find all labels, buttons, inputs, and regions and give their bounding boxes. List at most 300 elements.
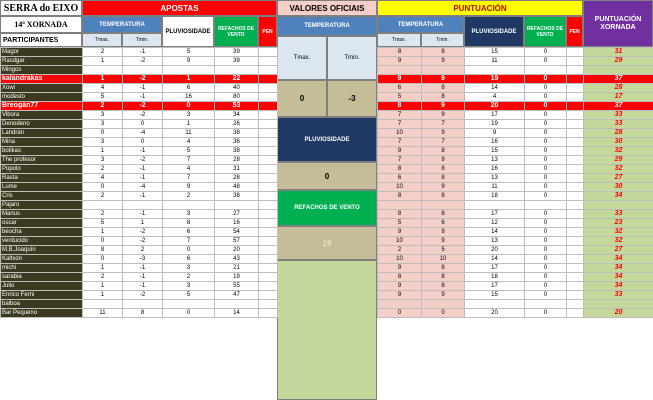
score-row	[378, 120, 653, 129]
xornada-score: 34	[584, 282, 653, 291]
xornada-score: 33	[584, 120, 653, 129]
points-tmax: 8	[378, 273, 422, 282]
points-refachos: 0	[525, 138, 567, 147]
points-pen	[567, 210, 584, 219]
points-refachos	[525, 201, 567, 210]
points-tmin: 8	[422, 48, 465, 57]
points-pen	[567, 147, 584, 156]
participant-name: michi	[1, 264, 83, 273]
score-row	[378, 273, 653, 282]
bet-pluviosidade	[163, 201, 215, 210]
points-pen	[567, 246, 584, 255]
bet-tmin: -1	[123, 48, 163, 57]
bet-tmin: -2	[123, 102, 163, 111]
round-label: 14ª XORNADA	[0, 16, 82, 33]
bet-refachos: 27	[215, 210, 259, 219]
bet-tmax: 0	[83, 183, 123, 192]
bet-pen	[259, 138, 278, 147]
points-tmax: 5	[378, 219, 422, 228]
bet-refachos: 53	[215, 102, 259, 111]
bet-tmin: 2	[123, 246, 163, 255]
bet-tmin: -2	[123, 237, 163, 246]
bet-tmax: 1	[83, 282, 123, 291]
score-row	[378, 201, 653, 210]
participant-name: verducido	[1, 237, 83, 246]
apostas-refachos-header: REFACHOS DE VENTO	[214, 16, 258, 47]
bet-tmax: 2	[83, 273, 123, 282]
participant-row	[1, 66, 278, 75]
points-tmax: 9	[378, 291, 422, 300]
points-tmax: 8	[378, 192, 422, 201]
points-pluviosidade	[465, 300, 525, 309]
participant-name: M.B.Joaquín	[1, 246, 83, 255]
points-refachos: 0	[525, 273, 567, 282]
xornada-score: 34	[584, 255, 653, 264]
bet-pen	[259, 120, 278, 129]
bet-refachos: 43	[215, 255, 259, 264]
xornada-score	[584, 300, 653, 309]
participant-name: Vibora	[1, 111, 83, 120]
participant-name: Lume	[1, 183, 83, 192]
bet-refachos: 26	[215, 120, 259, 129]
bet-tmin: -1	[123, 273, 163, 282]
score-row	[378, 210, 653, 219]
points-pluviosidade: 20	[465, 309, 525, 318]
bet-tmin: -2	[123, 228, 163, 237]
participant-row	[1, 84, 278, 93]
xornada-score: 32	[584, 147, 653, 156]
points-tmax: 7	[378, 120, 422, 129]
points-tmin: 9	[422, 291, 465, 300]
participant-row	[1, 201, 278, 210]
points-tmin: 8	[422, 264, 465, 273]
bet-pluviosidade: 4	[163, 138, 215, 147]
participant-row	[1, 228, 278, 237]
points-pen	[567, 273, 584, 282]
bet-refachos: 22	[215, 75, 259, 84]
points-pen	[567, 183, 584, 192]
bet-pluviosidade: 6	[163, 84, 215, 93]
bet-tmax: 3	[83, 156, 123, 165]
score-row	[378, 219, 653, 228]
participant-name: Rasta	[1, 174, 83, 183]
points-refachos: 0	[525, 75, 567, 84]
apostas-pen-header: PEN	[258, 16, 277, 47]
bet-refachos: 21	[215, 264, 259, 273]
points-pluviosidade: 11	[465, 57, 525, 66]
participant-name: Xowi	[1, 84, 83, 93]
bet-tmin: -1	[123, 93, 163, 102]
points-tmax: 7	[378, 111, 422, 120]
apostas-tmax-header: Tmax.	[82, 33, 122, 47]
xornada-score: 33	[584, 210, 653, 219]
bet-pluviosidade: 5	[163, 48, 215, 57]
points-pluviosidade: 15	[465, 48, 525, 57]
bet-pen	[259, 75, 278, 84]
points-tmin: 9	[422, 102, 465, 111]
xornada-score: 33	[584, 291, 653, 300]
bet-pen	[259, 201, 278, 210]
bet-pen	[259, 102, 278, 111]
bet-refachos: 31	[215, 165, 259, 174]
points-tmin: 9	[422, 57, 465, 66]
bet-refachos: 38	[215, 129, 259, 138]
bet-tmax: 3	[83, 120, 123, 129]
points-pluviosidade: 17	[465, 111, 525, 120]
points-pen	[567, 282, 584, 291]
bet-pen	[259, 66, 278, 75]
bet-tmin: -1	[123, 192, 163, 201]
puntuacion-tmax-header: Tmax.	[377, 33, 421, 47]
points-tmax: 5	[378, 93, 422, 102]
points-refachos: 0	[525, 48, 567, 57]
score-row	[378, 84, 653, 93]
bet-refachos: 40	[215, 84, 259, 93]
xornada-score: 34	[584, 192, 653, 201]
official-tmin-value: -3	[327, 80, 377, 117]
participant-name: Magor	[1, 48, 83, 57]
points-tmax: 8	[378, 48, 422, 57]
points-pen	[567, 192, 584, 201]
xornada-score: 27	[584, 174, 653, 183]
participant-row	[1, 273, 278, 282]
points-tmin: 9	[422, 228, 465, 237]
bet-pluviosidade: 2	[163, 273, 215, 282]
valores-header: VALORES OFICIAIS	[277, 0, 377, 16]
score-row	[378, 111, 653, 120]
xornada-score: 34	[584, 264, 653, 273]
bet-tmax: 2	[83, 210, 123, 219]
bet-refachos	[215, 201, 259, 210]
points-tmin: 9	[422, 156, 465, 165]
score-row	[378, 66, 653, 75]
points-pen	[567, 174, 584, 183]
apostas-temperatura-header: TEMPERATURA	[82, 16, 162, 33]
bet-tmin	[123, 201, 163, 210]
points-refachos: 0	[525, 129, 567, 138]
valores-tmin-big-label: Tmin.	[327, 36, 377, 80]
score-row	[378, 255, 653, 264]
points-pen	[567, 291, 584, 300]
bet-tmax	[83, 66, 123, 75]
points-pluviosidade: 19	[465, 75, 525, 84]
bet-pen	[259, 48, 278, 57]
score-row	[378, 228, 653, 237]
points-tmin: 8	[422, 273, 465, 282]
bet-tmin: -1	[123, 210, 163, 219]
participant-name: Denodeno	[1, 120, 83, 129]
points-pluviosidade: 14	[465, 255, 525, 264]
points-refachos: 0	[525, 309, 567, 318]
bet-pluviosidade: 7	[163, 156, 215, 165]
points-refachos	[525, 66, 567, 75]
participant-row	[1, 300, 278, 309]
points-tmin: 8	[422, 93, 465, 102]
score-row	[378, 156, 653, 165]
points-pen	[567, 102, 584, 111]
participant-name: Breogán77	[1, 102, 83, 111]
points-tmin: 9	[422, 129, 465, 138]
bet-tmax: 2	[83, 48, 123, 57]
bet-refachos: 28	[215, 174, 259, 183]
points-refachos: 0	[525, 219, 567, 228]
participant-row	[1, 138, 278, 147]
bet-tmax: 2	[83, 192, 123, 201]
bet-tmin: 8	[123, 309, 163, 318]
points-tmax: 10	[378, 237, 422, 246]
apostas-table	[0, 47, 278, 318]
points-tmax: 9	[378, 228, 422, 237]
app-title	[0, 0, 82, 16]
bet-tmin: 0	[123, 138, 163, 147]
xornada-score: 28	[584, 84, 653, 93]
score-row	[378, 237, 653, 246]
xornada-score: 27	[584, 246, 653, 255]
bet-pluviosidade	[163, 300, 215, 309]
bet-pen	[259, 57, 278, 66]
xornada-score: 28	[584, 129, 653, 138]
bet-tmin: 1	[123, 219, 163, 228]
points-refachos: 0	[525, 291, 567, 300]
xornada-score	[584, 201, 653, 210]
points-tmin: 7	[422, 138, 465, 147]
points-pen	[567, 228, 584, 237]
score-row	[378, 264, 653, 273]
points-pluviosidade: 16	[465, 138, 525, 147]
participant-row	[1, 246, 278, 255]
bet-refachos: 16	[215, 219, 259, 228]
bet-pluviosidade: 7	[163, 174, 215, 183]
participant-row	[1, 183, 278, 192]
points-tmin: 9	[422, 183, 465, 192]
bet-refachos: 38	[215, 192, 259, 201]
bet-pluviosidade: 2	[163, 192, 215, 201]
bet-tmin	[123, 66, 163, 75]
score-row	[378, 93, 653, 102]
bet-pluviosidade: 0	[163, 246, 215, 255]
points-pen	[567, 75, 584, 84]
bet-refachos: 36	[215, 138, 259, 147]
bet-pen	[259, 282, 278, 291]
bet-pen	[259, 210, 278, 219]
bet-tmax: 5	[83, 219, 123, 228]
points-tmax: 8	[378, 165, 422, 174]
points-tmin: 8	[422, 147, 465, 156]
participant-name: Kaltxon	[1, 255, 83, 264]
score-row	[378, 129, 653, 138]
participant-name: Bar Pequeno	[1, 309, 83, 318]
score-row	[378, 300, 653, 309]
bet-pen	[259, 219, 278, 228]
xornada-score: 30	[584, 183, 653, 192]
bet-pen	[259, 300, 278, 309]
points-pluviosidade: 13	[465, 174, 525, 183]
points-tmax: 10	[378, 183, 422, 192]
bet-refachos: 39	[215, 57, 259, 66]
bet-refachos: 47	[215, 291, 259, 300]
points-pluviosidade: 14	[465, 228, 525, 237]
bet-refachos: 39	[215, 48, 259, 57]
bet-tmax: 8	[83, 246, 123, 255]
participant-name: Popolo	[1, 165, 83, 174]
bet-pluviosidade: 3	[163, 282, 215, 291]
participants-header: PARTICIPANTES	[0, 33, 82, 47]
points-tmax: 6	[378, 174, 422, 183]
participant-name: oscar	[1, 219, 83, 228]
points-pen	[567, 111, 584, 120]
bet-pen	[259, 264, 278, 273]
bet-tmin: -2	[123, 57, 163, 66]
participant-name: kalandrakas	[1, 75, 83, 84]
points-pen	[567, 48, 584, 57]
bet-tmax: 0	[83, 237, 123, 246]
bet-tmax	[83, 300, 123, 309]
score-row	[378, 165, 653, 174]
participant-row	[1, 264, 278, 273]
points-tmin: 5	[422, 246, 465, 255]
bet-pen	[259, 255, 278, 264]
points-pluviosidade: 15	[465, 291, 525, 300]
participant-row	[1, 192, 278, 201]
bet-tmax: 2	[83, 102, 123, 111]
points-pen	[567, 138, 584, 147]
participant-row	[1, 237, 278, 246]
bet-tmax: 5	[83, 93, 123, 102]
points-tmax	[378, 201, 422, 210]
score-row	[378, 246, 653, 255]
bet-tmax: 4	[83, 84, 123, 93]
points-refachos: 0	[525, 246, 567, 255]
participant-row	[1, 291, 278, 300]
points-pluviosidade: 20	[465, 246, 525, 255]
participant-name: The profesor	[1, 156, 83, 165]
xornada-score: 32	[584, 228, 653, 237]
points-pen	[567, 129, 584, 138]
points-refachos: 0	[525, 255, 567, 264]
bet-pen	[259, 147, 278, 156]
points-tmax: 2	[378, 246, 422, 255]
participant-row	[1, 102, 278, 111]
xornada-score: 33	[584, 111, 653, 120]
bet-tmax: 0	[83, 255, 123, 264]
bet-tmin: -1	[123, 264, 163, 273]
points-pluviosidade: 12	[465, 219, 525, 228]
points-tmin: 9	[422, 237, 465, 246]
points-refachos: 0	[525, 147, 567, 156]
points-tmax: 9	[378, 264, 422, 273]
bet-tmin: -2	[123, 111, 163, 120]
points-tmin: 8	[422, 282, 465, 291]
points-pen	[567, 120, 584, 129]
bet-tmax: 2	[83, 165, 123, 174]
puntuacion-tmin-header: Tmin.	[421, 33, 464, 47]
points-refachos: 0	[525, 102, 567, 111]
points-tmax: 6	[378, 84, 422, 93]
points-tmin: 6	[422, 219, 465, 228]
points-tmax: 10	[378, 255, 422, 264]
bet-tmax: 1	[83, 264, 123, 273]
official-refachos-value: 19	[277, 226, 377, 260]
puntuacion-xornada-header: PUNTUACIÓN XORNADA	[583, 0, 653, 47]
points-pluviosidade: 13	[465, 237, 525, 246]
score-row	[378, 147, 653, 156]
participant-row	[1, 120, 278, 129]
xornada-score: 32	[584, 237, 653, 246]
participant-row	[1, 48, 278, 57]
bet-tmin: -1	[123, 84, 163, 93]
points-refachos: 0	[525, 165, 567, 174]
bet-pluviosidade: 7	[163, 237, 215, 246]
xornada-score: 23	[584, 219, 653, 228]
points-refachos: 0	[525, 84, 567, 93]
points-tmin: 9	[422, 75, 465, 84]
points-refachos: 0	[525, 156, 567, 165]
participant-row	[1, 210, 278, 219]
points-tmin: 0	[422, 309, 465, 318]
participant-row	[1, 75, 278, 84]
bet-pen	[259, 192, 278, 201]
points-pen	[567, 156, 584, 165]
participant-name: beocha	[1, 228, 83, 237]
participant-row	[1, 93, 278, 102]
score-row	[378, 192, 653, 201]
title-text: SERRA do EIXO	[3, 2, 79, 14]
xornada-score: 37	[584, 102, 653, 111]
points-tmin: 8	[422, 84, 465, 93]
bet-tmin: -1	[123, 174, 163, 183]
points-pluviosidade: 14	[465, 84, 525, 93]
participant-name: Mingos	[1, 66, 83, 75]
points-pen	[567, 309, 584, 318]
participant-row	[1, 165, 278, 174]
points-refachos: 0	[525, 237, 567, 246]
points-pluviosidade: 18	[465, 273, 525, 282]
participant-name: Marius	[1, 210, 83, 219]
participant-name: Mina	[1, 138, 83, 147]
bet-refachos: 54	[215, 228, 259, 237]
bet-pluviosidade: 0	[163, 102, 215, 111]
puntuacion-body	[378, 48, 653, 318]
bet-tmin: -1	[123, 165, 163, 174]
bet-refachos	[215, 300, 259, 309]
bet-refachos: 38	[215, 147, 259, 156]
official-pluviosidade-value: 0	[277, 162, 377, 190]
participant-row	[1, 255, 278, 264]
bet-tmin: -4	[123, 183, 163, 192]
points-pluviosidade	[465, 66, 525, 75]
bet-tmax	[83, 201, 123, 210]
points-tmax: 10	[378, 129, 422, 138]
points-pen	[567, 237, 584, 246]
score-row	[378, 183, 653, 192]
bet-pen	[259, 237, 278, 246]
points-tmax: 7	[378, 156, 422, 165]
points-refachos: 0	[525, 57, 567, 66]
participant-name: Cris	[1, 192, 83, 201]
points-refachos: 0	[525, 120, 567, 129]
bet-pluviosidade: 9	[163, 57, 215, 66]
bet-pen	[259, 111, 278, 120]
participant-name: balboa	[1, 300, 83, 309]
score-row	[378, 309, 653, 318]
points-pluviosidade: 15	[465, 147, 525, 156]
apostas-pluviosidade-header: PLUVIOSIDADE	[162, 16, 214, 47]
bet-tmax: 1	[83, 75, 123, 84]
points-tmax: 9	[378, 75, 422, 84]
participant-row	[1, 147, 278, 156]
bet-refachos: 80	[215, 93, 259, 102]
points-pluviosidade: 20	[465, 102, 525, 111]
